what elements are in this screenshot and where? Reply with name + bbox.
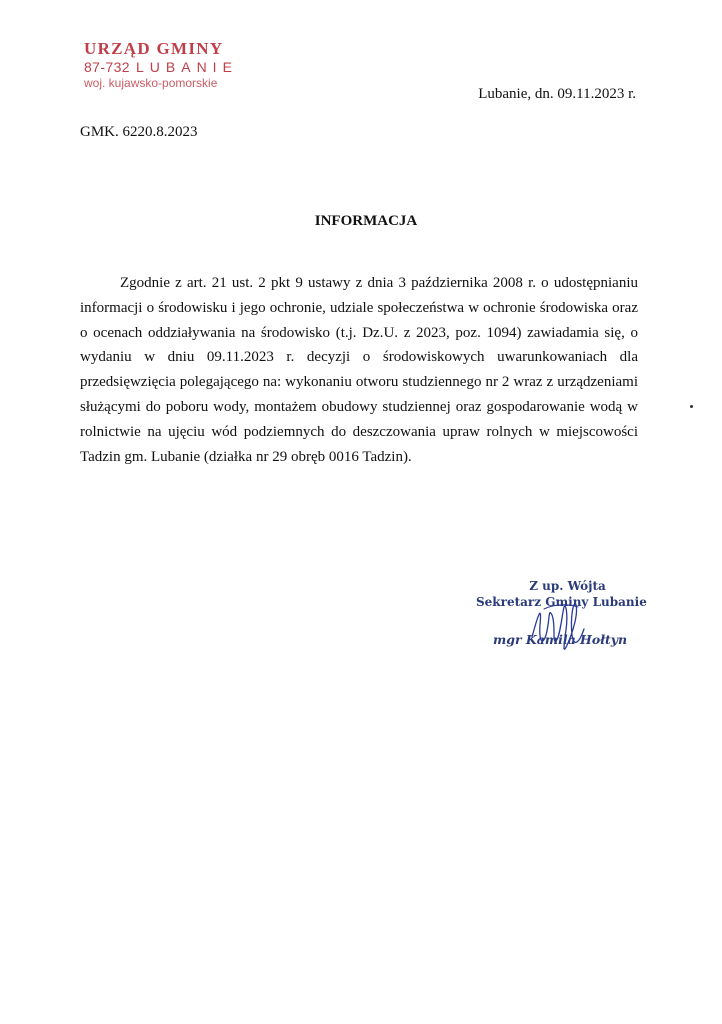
body-paragraph: Zgodnie z art. 21 ust. 2 pkt 9 ustawy z dnia 3 października 2008 r. o udostępnianiu informacji o środowisku i jego ochronie, udziale społeczeństwa w ochronie środowiska oraz o ocenach oddziaływania na środowisko (t.j. Dz.U. z 2023, poz. 1094) zawiadamia się, o wydaniu w dniu 09.11.2023 r. decyzji o środowiskowych uwarunkowaniach dla przedsięwzięcia polegającego na: wykonaniu otworu studziennego nr 2 wraz z urządzeniami służącymi do poboru wody, montażem obudowy studziennej oraz gospodarowanie wodą w rolnictwie na ujęciu wód podziemnych do deszczowania upraw rolnych w miejscowości Tadzin gm. Lubanie (działka nr 29 obręb 0016 Tadzin). [80,275,638,465]
document-title: INFORMACJA [314,213,418,229]
document-body [80,271,638,469]
reference-number: GMK. 6220.8.2023 [80,124,198,140]
scan-speck [690,405,693,408]
signature-authority: Z up. Wójta [529,579,606,593]
stamp-address [84,60,259,74]
office-stamp [84,40,259,89]
place-and-date: Lubanie, dn. 09.11.2023 r. [478,86,636,102]
stamp-region: woj. kujawsko-pomorskie [84,76,218,90]
stamp-postcode: 87-732 [84,59,130,75]
signature-position: Sekretarz Gminy Lubanie [476,594,647,609]
signature-name: mgr Kamila Hołtyn [493,632,628,648]
stamp-office-name: URZĄD GMINY [84,39,224,58]
handwritten-signature [518,585,598,665]
stamp-town: LUBANIE [136,59,238,75]
